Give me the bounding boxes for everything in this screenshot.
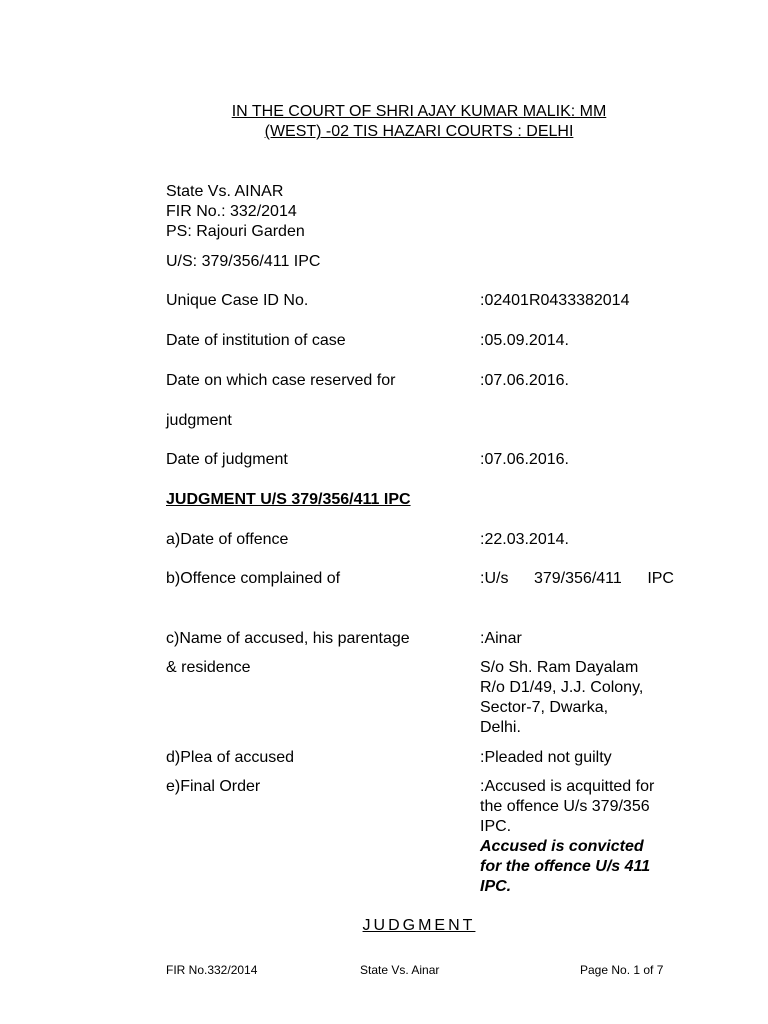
- reserved-value: :07.06.2016.: [480, 372, 569, 389]
- judgment-heading: JUDGMENT U/S 379/356/411 IPC: [166, 491, 411, 508]
- offence-complained-label: b)Offence complained of: [166, 570, 341, 587]
- case-us: U/S: 379/356/411 IPC: [166, 253, 321, 270]
- case-ps: PS: Rajouri Garden: [166, 223, 305, 240]
- unique-id-label: Unique Case ID No.: [166, 292, 309, 309]
- plea-label: d)Plea of accused: [166, 749, 295, 766]
- offence-complained-value: [480, 569, 674, 589]
- final-order-label: e)Final Order: [166, 778, 261, 795]
- judgment-date-value: :07.06.2016.: [480, 451, 569, 468]
- offence-date-label: a)Date of offence: [166, 531, 289, 548]
- accused-address: S/o Sh. Ram Dayalam R/o D1/49, J.J. Colony, Sector-7, Dwarka, Delhi.: [480, 659, 644, 736]
- offence-date-value: :22.03.2014.: [480, 531, 569, 548]
- offence-ipc: IPC: [647, 570, 674, 587]
- reserved-label-cont: judgment: [166, 412, 232, 429]
- offence-sections: 379/356/411: [533, 570, 622, 587]
- judgment-title: JUDGMENT: [362, 917, 476, 934]
- final-order-value: :Accused is acquitted for the offence U/s 379/356 IPC.: [480, 778, 655, 835]
- institution-label: Date of institution of case: [166, 332, 346, 349]
- court-title-line1: IN THE COURT OF SHRI AJAY KUMAR MALIK: MM: [231, 103, 607, 120]
- footer-case: State Vs. Ainar: [360, 963, 440, 977]
- offence-us: :U/s: [480, 570, 509, 587]
- court-title-line2: (WEST) -02 TIS HAZARI COURTS : DELHI: [264, 123, 574, 140]
- case-state: State Vs. AINAR: [166, 183, 284, 200]
- unique-id-value: :02401R0433382014: [480, 292, 630, 309]
- case-fir: FIR No.: 332/2014: [166, 203, 297, 220]
- judgment-date-label: Date of judgment: [166, 451, 288, 468]
- footer-fir: FIR No.332/2014: [166, 963, 258, 977]
- institution-value: :05.09.2014.: [480, 332, 569, 349]
- accused-name-value: :Ainar: [480, 630, 522, 647]
- residence-label: & residence: [166, 659, 251, 676]
- footer-page: Page No. 1 of 7: [580, 963, 664, 977]
- accused-name-label: c)Name of accused, his parentage: [166, 630, 410, 647]
- final-order-conviction: Accused is convicted for the offence U/s 411 IPC.: [480, 838, 651, 895]
- reserved-label: Date on which case reserved for: [166, 372, 396, 389]
- plea-value: :Pleaded not guilty: [480, 749, 612, 766]
